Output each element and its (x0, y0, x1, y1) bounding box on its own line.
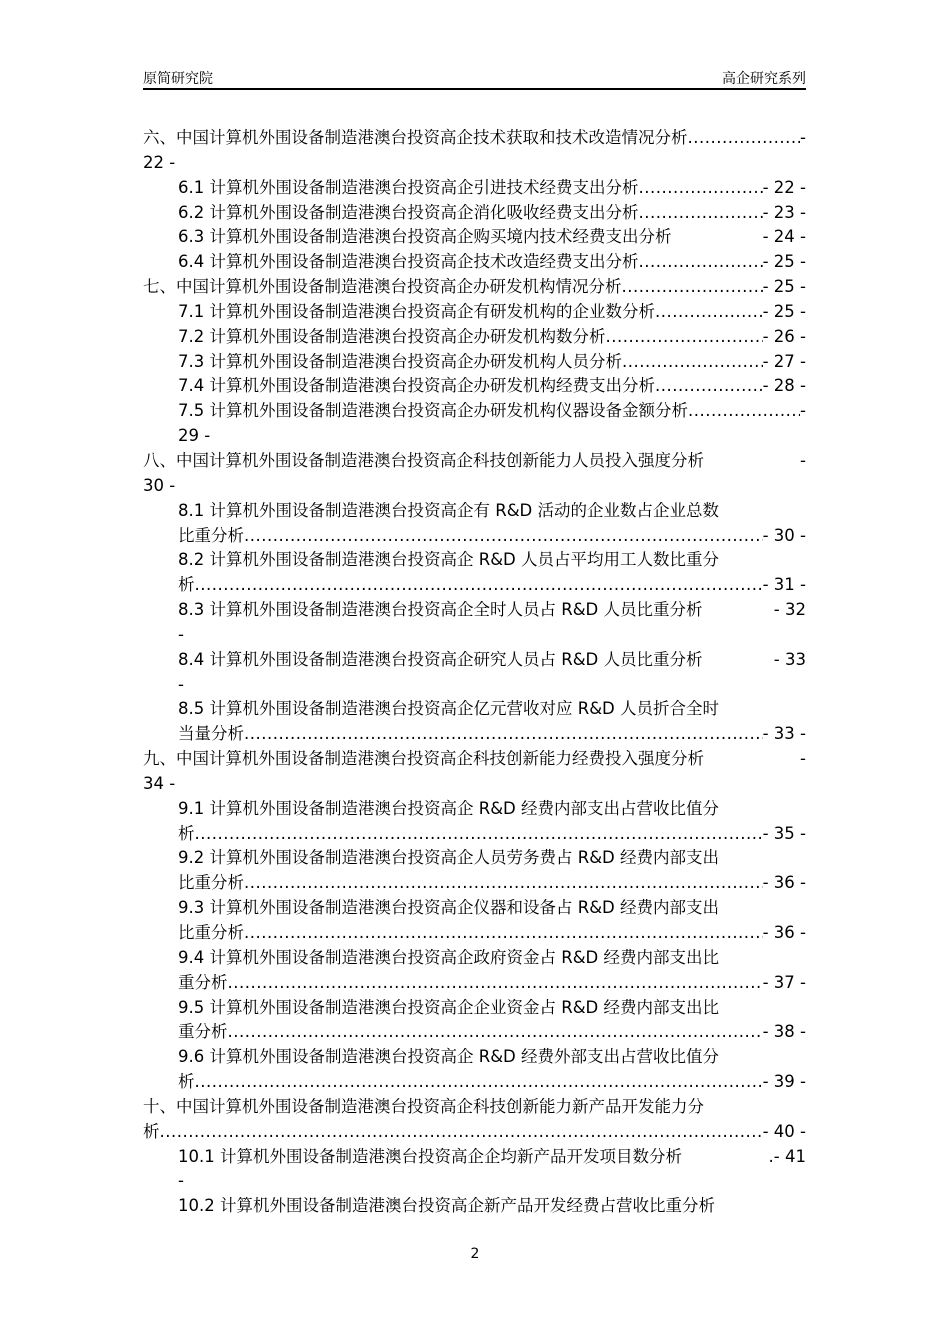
toc-entry-line[interactable] (143, 250, 806, 275)
dot-leader (622, 350, 763, 375)
toc-entry-title: 22 - (143, 152, 176, 172)
toc-entry-line[interactable] (143, 921, 806, 946)
toc-page-number: - 32 (773, 600, 806, 620)
toc-entry-line[interactable] (143, 126, 806, 151)
toc-entry-line[interactable] (143, 1095, 806, 1120)
dot-leader (655, 300, 763, 325)
toc-entry-title: 6.3 计算机外围设备制造港澳台投资高企购买境内技术经费支出分析 (178, 227, 672, 247)
toc-entry-title: 7.4 计算机外围设备制造港澳台投资高企办研发机构经费支出分析 (178, 376, 655, 396)
toc-page-number: - 36 - (762, 873, 806, 893)
dot-leader (719, 946, 806, 971)
toc-page-number: .- 41 (768, 1146, 806, 1166)
toc-entry-line[interactable] (143, 822, 806, 847)
toc-entry-title: 9.1 计算机外围设备制造港澳台投资高企 R&D 经费内部支出占营收比值分 (178, 798, 720, 818)
dot-leader (688, 399, 800, 424)
toc-page-number: - 23 - (762, 202, 806, 222)
toc-entry-title: 7.5 计算机外围设备制造港澳台投资高企办研发机构仪器设备金额分析 (178, 401, 688, 421)
toc-page-number: - 25 - (762, 277, 806, 297)
toc-entry-line[interactable] (143, 846, 806, 871)
dot-leader (672, 225, 763, 250)
dot-leader (244, 921, 763, 946)
toc-entry-title: - (178, 624, 184, 644)
toc-entry-title: 10.1 计算机外围设备制造港澳台投资高企企均新产品开发项目数分析 (178, 1146, 682, 1166)
dot-leader (184, 623, 806, 648)
header-series: 高企研究系列 (722, 71, 806, 87)
toc-entry-title: 重分析 (178, 972, 228, 992)
dot-leader (703, 598, 774, 623)
dot-leader (622, 275, 763, 300)
toc-entry-title: 比重分析 (178, 873, 244, 893)
table-of-contents (143, 126, 806, 1219)
dot-leader (719, 499, 806, 524)
toc-entry-line[interactable] (143, 697, 806, 722)
toc-entry-line[interactable] (143, 176, 806, 201)
toc-entry-line[interactable] (143, 524, 806, 549)
dot-leader (244, 524, 763, 549)
toc-entry-line[interactable] (143, 275, 806, 300)
dot-leader (655, 374, 763, 399)
toc-page-number: - 22 - (762, 177, 806, 197)
dot-leader (704, 449, 800, 474)
page-number: 2 (470, 1246, 480, 1262)
toc-entry-line[interactable] (143, 946, 806, 971)
dot-leader (210, 424, 806, 449)
toc-entry-title: 10.2 计算机外围设备制造港澳台投资高企新产品开发经费占营收比重分析 (178, 1196, 715, 1216)
toc-entry-line[interactable] (143, 971, 806, 996)
toc-entry-line[interactable] (143, 573, 806, 598)
toc-entry-title: 比重分析 (178, 923, 244, 942)
toc-entry-title: 6.4 计算机外围设备制造港澳台投资高企技术改造经费支出分析 (178, 252, 639, 272)
toc-entry-title: 9.6 计算机外围设备制造港澳台投资高企 R&D 经费外部支出占营收比值分 (178, 1047, 720, 1067)
toc-page-number: - 28 - (762, 376, 806, 396)
toc-entry-line[interactable] (143, 1169, 806, 1194)
toc-page-number: - 38 - (762, 1022, 806, 1042)
toc-entry-line[interactable] (143, 673, 806, 698)
toc-entry-line[interactable] (143, 1045, 806, 1070)
toc-entry-line[interactable] (143, 797, 806, 822)
toc-entry-title: 8.3 计算机外围设备制造港澳台投资高企全时人员占 R&D 人员比重分析 (178, 600, 703, 620)
dot-leader (715, 1194, 806, 1219)
dot-leader (704, 1095, 806, 1120)
toc-entry-title: 重分析 (178, 1022, 228, 1042)
toc-entry-line[interactable] (143, 151, 806, 176)
toc-entry-title: 8.1 计算机外围设备制造港澳台投资高企有 R&D 活动的企业数占企业总数 (178, 500, 720, 520)
toc-entry-title: 6.1 计算机外围设备制造港澳台投资高企引进技术经费支出分析 (178, 177, 639, 197)
dot-leader (175, 474, 806, 499)
toc-page-number: - 39 - (762, 1072, 806, 1092)
toc-entry-title: 29 - (178, 426, 211, 446)
toc-entry-line[interactable] (143, 747, 806, 772)
toc-entry-line[interactable] (143, 399, 806, 424)
toc-entry-title: 八、中国计算机外围设备制造港澳台投资高企科技创新能力人员投入强度分析 (143, 450, 704, 470)
toc-entry-line[interactable] (143, 871, 806, 896)
toc-entry-title: 9.5 计算机外围设备制造港澳台投资高企企业资金占 R&D 经费内部支出比 (178, 997, 720, 1017)
dot-leader (719, 1045, 806, 1070)
toc-entry-title: 9.2 计算机外围设备制造港澳台投资高企人员劳务费占 R&D 经费内部支出 (178, 848, 720, 868)
toc-entry-title: 8.4 计算机外围设备制造港澳台投资高企研究人员占 R&D 人员比重分析 (178, 649, 703, 669)
toc-page-number: - 30 - (762, 525, 806, 545)
toc-page-number: - 27 - (762, 351, 806, 371)
toc-entry-line[interactable] (143, 1020, 806, 1045)
toc-page-number: - 24 - (762, 227, 806, 247)
toc-entry-line[interactable] (143, 996, 806, 1021)
toc-entry-title: 十、中国计算机外围设备制造港澳台投资高企科技创新能力新产品开发能力分 (143, 1096, 704, 1116)
dot-leader (195, 573, 763, 598)
toc-entry-line[interactable] (143, 225, 806, 250)
toc-entry-line[interactable] (143, 623, 806, 648)
toc-page-number: - 33 - (762, 724, 806, 744)
toc-page-number: - 37 - (762, 972, 806, 992)
toc-page-number: - (800, 450, 806, 470)
dot-leader (244, 722, 763, 747)
dot-leader (175, 772, 806, 797)
toc-entry-line[interactable] (143, 350, 806, 375)
toc-page-number: - 26 - (762, 326, 806, 346)
toc-entry-title: 析 (178, 575, 195, 595)
toc-entry-line[interactable] (143, 300, 806, 325)
toc-entry-line[interactable] (143, 1070, 806, 1095)
dot-leader (719, 846, 806, 871)
toc-entry-line[interactable] (143, 424, 806, 449)
toc-entry-line[interactable] (143, 548, 806, 573)
toc-page-number: - (800, 128, 806, 147)
toc-entry-title: 8.5 计算机外围设备制造港澳台投资高企亿元营收对应 R&D 人员折合全时 (178, 699, 720, 719)
dot-leader (719, 996, 806, 1021)
header-organization: 原简研究院 (143, 71, 213, 87)
toc-entry-title: - (178, 1171, 184, 1191)
dot-leader (639, 176, 763, 201)
toc-entry-title: 7.1 计算机外围设备制造港澳台投资高企有研发机构的企业数分析 (178, 301, 655, 321)
dot-leader (175, 151, 806, 176)
dot-leader (704, 747, 800, 772)
toc-entry-title: 8.2 计算机外围设备制造港澳台投资高企 R&D 人员占平均用工人数比重分 (178, 550, 720, 570)
toc-entry-title: 比重分析 (178, 525, 244, 545)
page-header (143, 66, 806, 90)
toc-entry-title: 6.2 计算机外围设备制造港澳台投资高企消化吸收经费支出分析 (178, 202, 639, 222)
dot-leader (703, 648, 774, 673)
toc-entry-title: 7.2 计算机外围设备制造港澳台投资高企办研发机构数分析 (178, 326, 606, 346)
toc-page-number: - 40 - (762, 1121, 806, 1141)
dot-leader (184, 1169, 806, 1194)
toc-entry-title: 七、中国计算机外围设备制造港澳台投资高企办研发机构情况分析 (143, 277, 622, 297)
toc-entry-line[interactable] (143, 722, 806, 747)
toc-page-number: - 36 - (762, 923, 806, 942)
dot-leader (719, 548, 806, 573)
toc-page-number: - 31 - (762, 575, 806, 595)
dot-leader (719, 797, 806, 822)
toc-entry-title: 析 (143, 1121, 160, 1141)
dot-leader (719, 896, 806, 921)
toc-entry-line[interactable] (143, 474, 806, 499)
toc-entry-title: 九、中国计算机外围设备制造港澳台投资高企科技创新能力经费投入强度分析 (143, 749, 704, 769)
toc-entry-line[interactable] (143, 1194, 806, 1219)
dot-leader (606, 325, 763, 350)
toc-entry-line[interactable] (143, 896, 806, 921)
toc-entry-line[interactable] (143, 449, 806, 474)
toc-entry-line[interactable] (143, 325, 806, 350)
dot-leader (719, 697, 806, 722)
toc-entry-title: 9.4 计算机外围设备制造港澳台投资高企政府资金占 R&D 经费内部支出比 (178, 947, 720, 967)
dot-leader (228, 1020, 763, 1045)
toc-entry-title: 析 (178, 823, 195, 843)
toc-entry-title: - (178, 674, 184, 694)
dot-leader (688, 126, 801, 151)
toc-entry-title: 34 - (143, 773, 176, 793)
toc-entry-line[interactable] (143, 374, 806, 399)
dot-leader (160, 1120, 763, 1145)
toc-entry-line[interactable] (143, 1120, 806, 1145)
dot-leader (195, 1070, 763, 1095)
toc-entry-title: 30 - (143, 475, 176, 495)
toc-entry-line[interactable] (143, 598, 806, 623)
dot-leader (639, 201, 763, 226)
dot-leader (195, 822, 763, 847)
toc-entry-title: 9.3 计算机外围设备制造港澳台投资高企仪器和设备占 R&D 经费内部支出 (178, 898, 720, 918)
toc-entry-title: 析 (178, 1072, 195, 1092)
dot-leader (639, 250, 763, 275)
dot-leader (228, 971, 763, 996)
toc-page-number: - (800, 401, 806, 421)
toc-page-number: - 25 - (762, 301, 806, 321)
dot-leader (184, 673, 806, 698)
toc-entry-line[interactable] (143, 772, 806, 797)
dot-leader (682, 1145, 769, 1170)
toc-entry-line[interactable] (143, 1145, 806, 1170)
toc-entry-line[interactable] (143, 499, 806, 524)
toc-page-number: - 25 - (762, 252, 806, 272)
toc-page-number: - (800, 749, 806, 769)
toc-entry-title: 7.3 计算机外围设备制造港澳台投资高企办研发机构人员分析 (178, 351, 622, 371)
toc-entry-line[interactable] (143, 201, 806, 226)
toc-entry-title: 当量分析 (178, 724, 244, 744)
toc-page-number: - 35 - (762, 823, 806, 843)
dot-leader (244, 871, 763, 896)
toc-entry-title: 六、中国计算机外围设备制造港澳台投资高企技术获取和技术改造情况分析 (143, 128, 688, 147)
toc-page-number: - 33 (773, 649, 806, 669)
toc-entry-line[interactable] (143, 648, 806, 673)
